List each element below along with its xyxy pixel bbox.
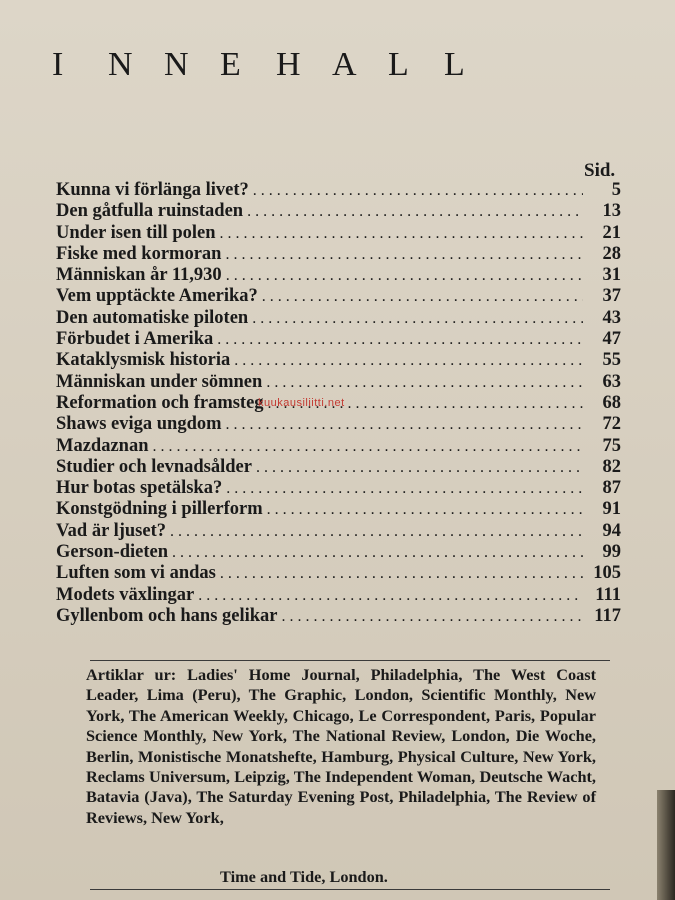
toc-entry: [56, 329, 621, 350]
bottom-divider: [90, 889, 610, 890]
dot-leader: [247, 203, 583, 221]
toc-entry-page: 21: [602, 222, 621, 243]
dot-leader: [170, 523, 583, 541]
watermark: kuukausiliitti.net: [258, 397, 345, 409]
title-letter: I: [52, 46, 64, 83]
dot-leader: [234, 352, 583, 370]
dot-leader: [226, 416, 583, 434]
toc-entry-title: Vad är ljuset?: [56, 520, 166, 541]
toc-entry-title: Modets växlingar: [56, 584, 195, 605]
toc-entry-title: Förbudet i Amerika: [56, 329, 214, 350]
toc-entry-title: Konstgödning i pillerform: [56, 499, 263, 520]
toc-entry: [56, 244, 621, 265]
page-title: [52, 46, 652, 84]
adjacent-page-edge: [657, 790, 675, 900]
dot-leader: [252, 310, 583, 328]
toc-entry: [56, 414, 621, 435]
dot-leader: [262, 288, 583, 306]
toc-entry-title: Kunna vi förlänga livet?: [56, 180, 249, 200]
toc-entry-title: Den gåtfulla ruinstaden: [56, 201, 244, 222]
toc-entry-page: 105: [593, 563, 621, 584]
dot-leader: [172, 544, 583, 562]
toc-entry-page: 28: [602, 243, 621, 264]
toc-entry: [56, 350, 621, 371]
dot-leader: [256, 459, 583, 477]
toc-entry: [56, 265, 621, 286]
toc-entry: [56, 457, 621, 478]
toc-entry: [56, 606, 621, 627]
dot-leader: [225, 246, 583, 264]
toc-entry-page: 5: [611, 180, 621, 200]
toc-entry: [56, 201, 621, 222]
toc-entry-title: Studier och levnadsålder: [56, 456, 252, 477]
dot-leader: [266, 374, 583, 392]
toc-entry-page: 99: [602, 542, 621, 563]
toc-entry-page: 13: [602, 201, 621, 222]
title-letter: N: [108, 46, 133, 83]
toc-entry-page: 75: [602, 435, 621, 456]
toc-entry-title: Reformation och framsteg: [56, 392, 264, 413]
toc-entry: [56, 499, 621, 520]
toc-entry-title: Människan under sömnen: [56, 371, 263, 392]
toc-entry-title: Människan år 11,930: [56, 265, 222, 286]
dot-leader: [220, 565, 583, 583]
dot-leader: [217, 331, 583, 349]
dot-leader: [226, 267, 583, 285]
dot-leader: [267, 501, 583, 519]
dot-leader: [226, 480, 583, 498]
toc-entry-page: 87: [602, 478, 621, 499]
toc-entry-page: 47: [602, 329, 621, 350]
toc-entry-title: Mazdaznan: [56, 435, 149, 456]
title-letter: L: [444, 46, 465, 83]
toc-entry-page: 68: [602, 392, 621, 413]
toc-entry: [56, 308, 621, 329]
toc-entry: [56, 223, 621, 244]
toc-entry-title: Vem upptäckte Amerika?: [56, 286, 258, 307]
toc-entry-page: 117: [594, 605, 621, 626]
toc-entry-title: Gyllenbom och hans gelikar: [56, 605, 278, 626]
toc-entry: [56, 521, 621, 542]
toc-entry-title: Fiske med kormoran: [56, 243, 222, 264]
toc-entry-page: 72: [602, 414, 621, 435]
toc-entry: [56, 436, 621, 457]
toc-entry-page: 55: [602, 350, 621, 371]
dot-leader: [220, 225, 584, 243]
toc-entry-title: Kataklysmisk historia: [56, 350, 231, 371]
title-letter: E: [220, 46, 241, 83]
toc-entry-title: Den automatiske piloten: [56, 307, 249, 328]
title-letter: L: [388, 46, 409, 83]
toc-entry-page: 91: [602, 499, 621, 520]
toc-entry: [56, 585, 621, 606]
toc-entry-title: Hur botas spetälska?: [56, 478, 223, 499]
toc-entry-title: Shaws eviga ungdom: [56, 414, 222, 435]
dot-leader: [153, 438, 584, 456]
toc-entry: [56, 180, 621, 201]
sources-paragraph: Artiklar ur: Ladies' Home Journal, Philadelphia, The West Coast Leader, Lima (Peru), The Graphic, London, Scientific Monthly, New York, The American Weekly, Chicago, Le Correspondent, Paris, Popular Science Monthly, New York, The National Review, London, Die Woche, Berlin, Monistische Monatshefte, Hamburg, Physical Culture, New York, Reclams Universum, Leipzig, The Independent Woman, Deutsche Wacht, Batavia (Java), The Saturday Evening Post, Philadelphia, The Review of Reviews, New York,: [86, 665, 596, 827]
title-letter: A: [332, 46, 357, 83]
toc-entry-page: 111: [595, 584, 621, 605]
toc-entry-page: 63: [602, 371, 621, 392]
top-divider: [90, 660, 610, 661]
toc-entry-page: 31: [602, 265, 621, 286]
dot-leader: [198, 587, 583, 605]
toc-entry: [56, 542, 621, 563]
toc-entry-page: 94: [602, 520, 621, 541]
dot-leader: [253, 182, 583, 200]
toc-entry: [56, 563, 621, 584]
toc-entry-title: Luften som vi andas: [56, 563, 216, 584]
toc-entry: [56, 372, 621, 393]
toc-entry-page: 82: [602, 456, 621, 477]
toc-entry-title: Gerson-dieten: [56, 542, 169, 563]
title-letter: H: [276, 46, 301, 83]
toc-entry: [56, 478, 621, 499]
dot-leader: [282, 608, 583, 626]
toc-entry-page: 43: [602, 307, 621, 328]
toc-entry-title: Under isen till polen: [56, 222, 216, 243]
toc-entry-page: 37: [602, 286, 621, 307]
toc-entry: [56, 286, 621, 307]
title-letter: N: [164, 46, 189, 83]
sources-last-line: Time and Tide, London.: [220, 867, 388, 886]
page-column-label: Sid.: [584, 160, 616, 181]
